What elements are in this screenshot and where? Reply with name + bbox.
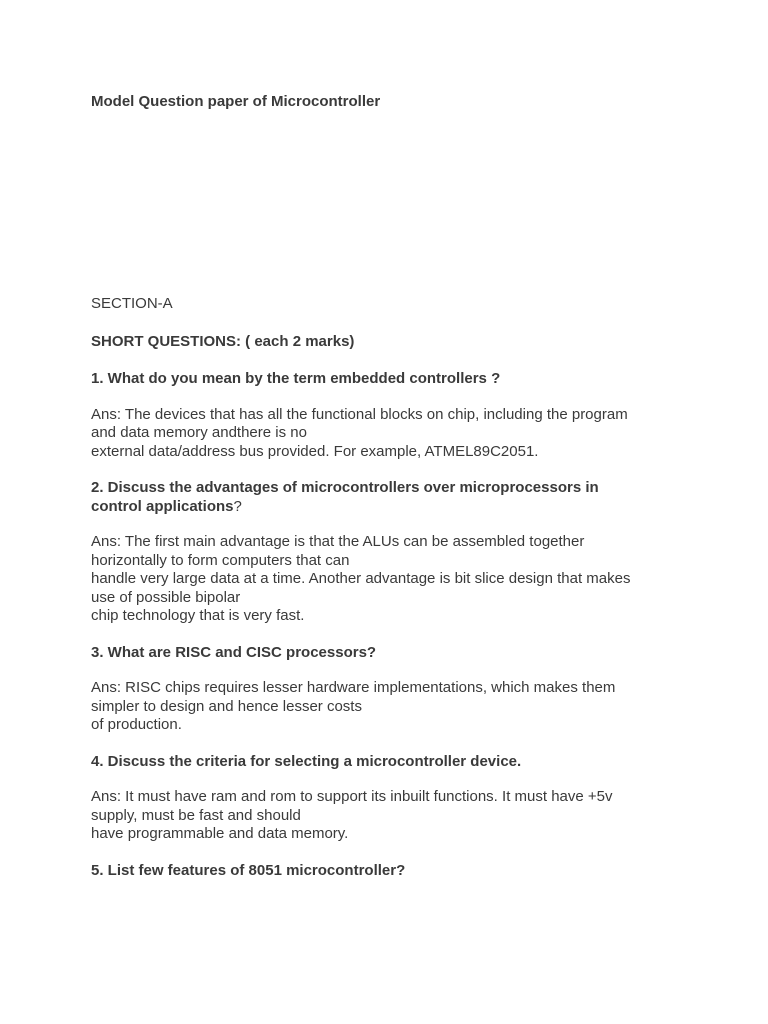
question-text: 3. What are RISC and CISC processors? xyxy=(91,643,377,661)
answer-line: and data memory andthere is no xyxy=(91,424,307,441)
question-text xyxy=(91,479,751,516)
answer-line: horizontally to form computers that can xyxy=(91,551,350,569)
answer-line: Ans: The devices that has all the functional blocks on chip, including the program xyxy=(91,405,628,423)
short-questions-heading: SHORT QUESTIONS: ( each 2 marks) xyxy=(91,332,355,350)
answer-text xyxy=(91,406,751,462)
answer-line: Ans: RISC chips requires lesser hardware implementations, which makes them xyxy=(91,679,616,696)
question-line: control applications xyxy=(91,497,234,515)
answer-text xyxy=(91,533,751,626)
answer-text xyxy=(91,679,751,735)
question-line: 2. Discuss the advantages of microcontrollers over microprocessors in xyxy=(91,479,599,496)
question-item xyxy=(91,479,751,626)
answer-line: Ans: The first main advantage is that the ALUs can be assembled together xyxy=(91,533,585,550)
document-title: Model Question paper of Microcontroller xyxy=(91,93,381,110)
answer-line: Ans: It must have ram and rom to support its inbuilt functions. It must have +5v xyxy=(91,788,613,805)
answer-line: of production. xyxy=(91,716,182,733)
document-body xyxy=(91,295,751,897)
answer-line: chip technology that is very fast. xyxy=(91,607,305,624)
question-text: 1. What do you mean by the term embedded controllers ? xyxy=(91,370,501,387)
question-item xyxy=(91,862,751,881)
answer-text xyxy=(91,788,751,844)
answer-line: external data/address bus provided. For example, ATMEL89C2051. xyxy=(91,442,539,460)
question-item xyxy=(91,644,751,735)
answer-line: simpler to design and hence lesser costs xyxy=(91,697,362,715)
question-tail: ? xyxy=(233,497,242,515)
question-text: 5. List few features of 8051 microcontroller? xyxy=(91,861,406,879)
question-item xyxy=(91,753,751,844)
question-text: 4. Discuss the criteria for selecting a microcontroller device. xyxy=(91,752,522,770)
answer-line: have programmable and data memory. xyxy=(91,825,349,842)
answer-line: supply, must be fast and should xyxy=(91,806,301,824)
question-item xyxy=(91,370,751,461)
section-label: SECTION-A xyxy=(91,295,173,312)
answer-line: handle very large data at a time. Another advantage is bit slice design that makes xyxy=(91,570,631,587)
answer-line: use of possible bipolar xyxy=(91,588,241,606)
